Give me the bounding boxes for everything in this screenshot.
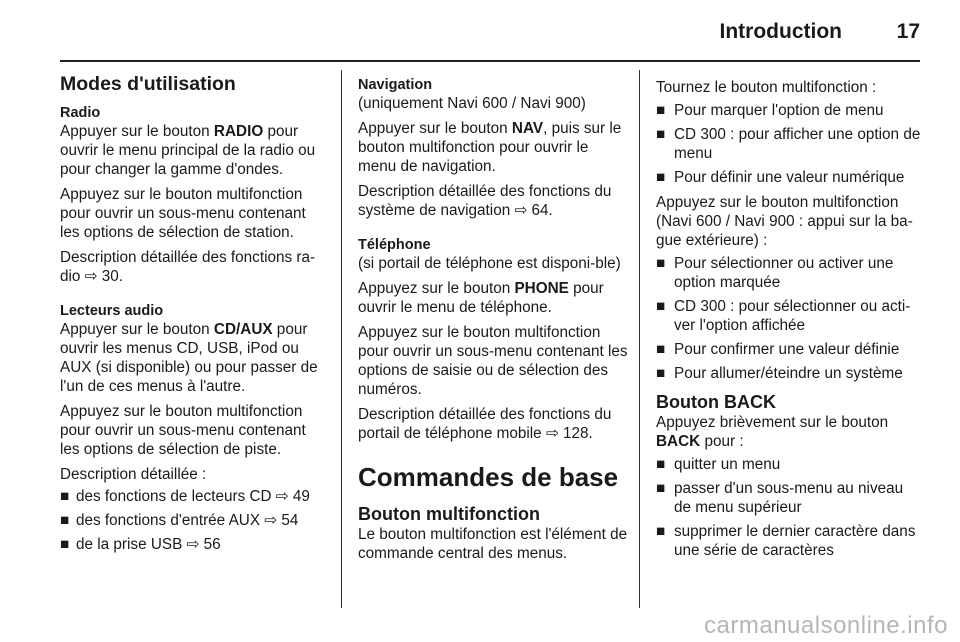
navigation-heading: Navigation xyxy=(358,77,433,93)
multifunction-paragraph: Le bouton multifonction est l'élément de commande central des menus. xyxy=(358,526,628,562)
column-2 xyxy=(358,72,628,569)
phone-paragraph-1 xyxy=(358,279,628,317)
list-item xyxy=(656,340,924,359)
text: Appuyer sur le bouton xyxy=(60,321,214,338)
audio-bullet-list xyxy=(60,487,328,554)
bullet-icon: ■ xyxy=(656,102,666,119)
navigation-note: (uniquement Navi 600 / Navi 900) xyxy=(358,95,586,112)
list-item-text: de la prise USB ⇨ 56 xyxy=(76,536,221,553)
radio-key: RADIO xyxy=(213,123,264,140)
page-header xyxy=(60,18,920,58)
bullet-icon: ■ xyxy=(60,512,70,529)
phone-paragraph-3: Description détaillée des fonctions du portail de téléphone mobile ⇨ 128. xyxy=(358,406,612,442)
list-item xyxy=(60,487,328,506)
navigation-paragraph-2: Description détaillée des fonctions du système de navigation ⇨ 64. xyxy=(358,183,612,219)
list-item xyxy=(656,125,924,163)
bullet-icon: ■ xyxy=(656,255,666,272)
list-item-text: Pour confirmer une valeur définie xyxy=(674,341,900,358)
bullet-icon: ■ xyxy=(656,126,666,143)
audio-heading: Lecteurs audio xyxy=(60,303,164,319)
text: Appuyer sur le bouton xyxy=(60,123,214,140)
phone-key: PHONE xyxy=(514,280,569,297)
text: Appuyer sur le bouton xyxy=(358,120,512,137)
radio-paragraph-2: Appuyez sur le bouton multifonction pour ouvrir un sous-menu contenant les options de sélection de station. xyxy=(60,186,306,241)
list-item-text: des fonctions de lecteurs CD ⇨ 49 xyxy=(76,488,310,505)
list-item xyxy=(656,455,924,474)
navigation-paragraph-1 xyxy=(358,119,628,176)
bullet-icon: ■ xyxy=(60,488,70,505)
multifunction-heading: Bouton multifonction xyxy=(358,504,540,524)
press-intro: Appuyez sur le bouton multifonction (Navi 600 / Navi 900 : appui sur la ba-gue extérieure) : xyxy=(656,194,913,249)
list-item-text: passer d'un sous-menu au niveau de menu supérieur xyxy=(674,480,904,516)
bullet-icon: ■ xyxy=(656,456,666,473)
radio-heading: Radio xyxy=(60,105,101,121)
phone-paragraph-2: Appuyez sur le bouton multifonction pour ouvrir un sous-menu contenant les options de saisie ou de sélection des numéros. xyxy=(358,324,628,398)
column-1 xyxy=(60,72,328,560)
header-title: Introduction xyxy=(719,20,842,43)
turn-bullet-list xyxy=(656,101,924,187)
list-item-text: CD 300 : pour afficher une option de menu xyxy=(674,126,921,162)
list-item-text: supprimer le dernier caractère dans une série de caractères xyxy=(674,523,916,559)
list-item-text: CD 300 : pour sélectionner ou acti-ver l'option affichée xyxy=(674,298,911,334)
bullet-icon: ■ xyxy=(60,536,70,553)
list-item xyxy=(60,535,328,554)
text: , puis sur le bouton multifonction pour ouvrir le menu de navigation. xyxy=(358,120,622,175)
press-bullet-list xyxy=(656,254,924,383)
list-item-text: Pour sélectionner ou activer une option marquée xyxy=(674,255,894,291)
bullet-icon: ■ xyxy=(656,523,666,540)
bullet-icon: ■ xyxy=(656,365,666,382)
back-key: BACK xyxy=(656,433,701,450)
section-title-basics: Commandes de base xyxy=(358,462,619,492)
audio-paragraph-3: Description détaillée : xyxy=(60,466,207,483)
audio-paragraph-1 xyxy=(60,320,328,396)
text: Appuyez sur le bouton xyxy=(358,280,515,297)
list-item xyxy=(656,479,924,517)
list-item-text: Pour allumer/éteindre un système xyxy=(674,365,903,382)
text: Appuyez brièvement sur le bouton xyxy=(656,414,889,431)
column-divider-1 xyxy=(341,70,342,608)
header-rule xyxy=(60,60,920,62)
text: pour ouvrir les menus CD, USB, iPod ou AUX (si disponible) ou pour passer de l'un de ces menus à l'autre. xyxy=(60,321,318,395)
text: pour : xyxy=(700,433,744,450)
radio-paragraph-3: Description détaillée des fonctions ra-dio ⇨ 30. xyxy=(60,249,316,285)
section-title-modes: Modes d'utilisation xyxy=(60,73,236,95)
list-item xyxy=(656,522,924,560)
list-item xyxy=(60,511,328,530)
back-bullet-list xyxy=(656,455,924,560)
bullet-icon: ■ xyxy=(656,169,666,186)
list-item xyxy=(656,168,924,187)
list-item-text: Pour marquer l'option de menu xyxy=(674,102,884,119)
bullet-icon: ■ xyxy=(656,480,666,497)
text: pour ouvrir le menu de téléphone. xyxy=(358,280,604,316)
list-item-text: quitter un menu xyxy=(674,456,781,473)
bullet-icon: ■ xyxy=(656,298,666,315)
turn-intro: Tournez le bouton multifonction : xyxy=(656,79,877,96)
back-paragraph xyxy=(656,413,924,451)
phone-note: (si portail de téléphone est disponi-ble) xyxy=(358,255,621,272)
watermark: carmanualsonline.info xyxy=(704,612,948,639)
page-number: 17 xyxy=(896,20,920,43)
nav-key: NAV xyxy=(511,120,544,137)
list-item xyxy=(656,254,924,292)
cdaux-key: CD/AUX xyxy=(213,321,273,338)
list-item xyxy=(656,297,924,335)
bullet-icon: ■ xyxy=(656,341,666,358)
list-item-text: des fonctions d'entrée AUX ⇨ 54 xyxy=(76,512,299,529)
audio-paragraph-2: Appuyez sur le bouton multifonction pour ouvrir un sous-menu contenant les options de sélection de piste. xyxy=(60,403,306,458)
radio-paragraph-1 xyxy=(60,122,328,179)
column-divider-2 xyxy=(639,70,640,608)
list-item-text: Pour définir une valeur numérique xyxy=(674,169,905,186)
column-3 xyxy=(656,72,924,566)
list-item xyxy=(656,364,924,383)
phone-heading: Téléphone xyxy=(358,237,431,253)
text: pour ouvrir le menu principal de la radio ou pour changer la gamme d'ondes. xyxy=(60,123,316,178)
list-item xyxy=(656,101,924,120)
back-heading: Bouton BACK xyxy=(656,392,776,412)
